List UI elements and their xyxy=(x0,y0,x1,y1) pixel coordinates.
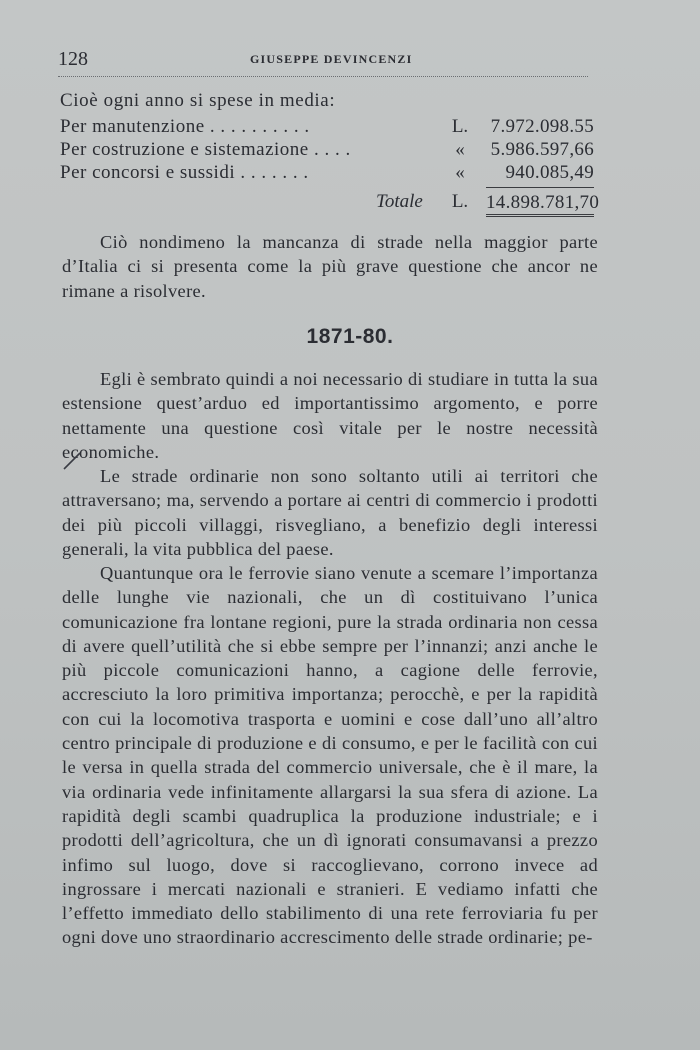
expense-label: Per costruzione e sistemazione . . . . xyxy=(60,139,351,160)
expense-row xyxy=(60,139,600,162)
expense-row xyxy=(60,162,600,185)
page-header xyxy=(58,44,588,77)
expense-amount: 7.972.098.55 xyxy=(490,116,594,137)
paragraph-conclusion xyxy=(62,230,598,303)
total-label: Totale xyxy=(376,191,423,212)
paragraph-text: Egli è sembrato quindi a noi necessario di studiare in tutta la sua estensione quest’arduo ed importantissimo argomento, e porre nettamente una questione così vitale per le nostre necessità economiche. xyxy=(62,369,598,462)
section-heading: 1871-80. xyxy=(306,325,394,348)
total-row xyxy=(60,185,600,215)
expense-row xyxy=(60,116,600,139)
paragraph-ordinary-roads xyxy=(62,464,598,561)
total-amount: 14.898.781,70 xyxy=(486,187,594,217)
paragraph-text: Quantunque ora le ferrovie siano venute a scemare l’importanza delle lunghe vie nazionali, che un dì costituivano l’unica comunicazione fra lontane regioni, pure la strada ordinaria non cessa di avere quell’utilità che si ebbe sempre per l’innanzi; anzi anche le più piccole comunicazioni hanno, a cagione delle ferrovie, accresciuto la loro primitiva importanza; perocchè, e per la rapidità con cui la locomotiva trasporta e uomini e cose dall’uno all’altro centro principale di produzione e di consumo, e per le facilità con cui le versa in quella strada del commercio universale, che è il mare, la via ordinaria vede infinitamente allargarsi la sua sfera di azione. La rapidità degli scambi quadruplica la produzione industriale; e i prodotti dell’agricoltura, che un dì ignorati consumavansi a prezzo infimo sul luogo, dove si raccoglievano, corrono invece ad ingrossare i mercati nazionali e stranieri. E vediamo infatti che l’effetto immediato dello stabilimento di una rete ferroviaria fu per ogni dove uno straordinario accrescimento delle strade ordinarie; pe- xyxy=(62,563,598,948)
expenses-table xyxy=(60,116,600,215)
total-currency: L. xyxy=(451,191,469,212)
expense-currency: L. xyxy=(451,116,469,137)
paragraph-railways xyxy=(62,561,598,950)
expense-currency: « xyxy=(455,139,465,160)
expense-currency: « xyxy=(455,162,465,183)
page-number: 128 xyxy=(58,48,88,70)
expense-label: Per manutenzione . . . . . . . . . . xyxy=(60,116,310,137)
expense-label: Per concorsi e sussidi . . . . . . . xyxy=(60,162,309,183)
expense-amount: 940.085,49 xyxy=(505,162,594,183)
paragraph-text: Ciò nondimeno la mancanza di strade nella maggior parte d’Italia ci si presenta come la più grave questione che ancor ne rimane a risolvere. xyxy=(62,232,598,301)
running-head: GIUSEPPE DEVINCENZI xyxy=(250,52,413,66)
intro-line: Cioè ogni anno si spese in media: xyxy=(60,90,336,111)
paragraph-introduction xyxy=(62,367,598,464)
expense-amount: 5.986.597,66 xyxy=(490,139,594,160)
paragraph-text: Le strade ordinarie non sono soltanto utili ai territori che attraversano; ma, servendo a portare ai centri di commercio i prodotti dei più piccoli villaggi, risvegliano, a benefizio degli interessi generali, la vita pubblica del paese. xyxy=(62,466,598,559)
